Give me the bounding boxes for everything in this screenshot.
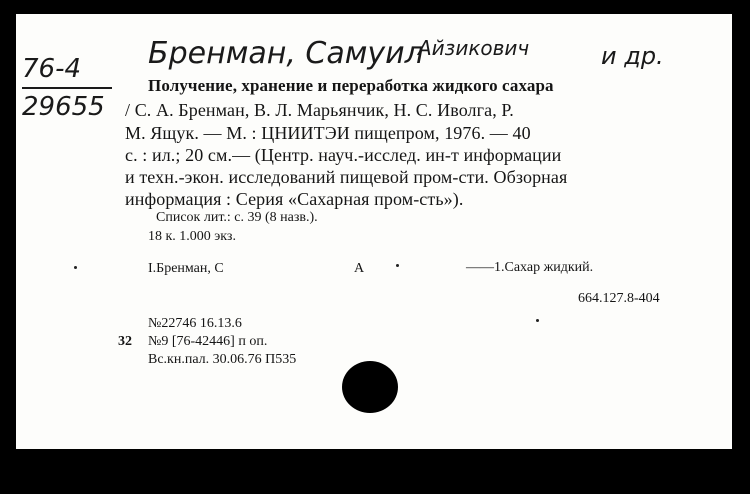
shelfmark-divider — [22, 87, 112, 89]
record-line-4: и техн.-экон. исследований пищевой пром-сти. Обзорная — [125, 167, 568, 187]
record-title: Получение, хранение и переработка жидкого сахара — [148, 76, 554, 95]
price-copies: 18 к. 1.000 экз. — [148, 229, 236, 244]
author-et-al: и др. — [601, 42, 664, 70]
shelfmark-top: 76-4 — [22, 54, 82, 84]
tracing-subject: ——1.Сахар жидкий. — [466, 260, 594, 275]
tracing-letter: А — [354, 261, 365, 276]
author-heading: Бренман, Самуил — [148, 36, 424, 71]
speck — [74, 266, 77, 269]
registry-line-3: Вс.кн.пал. 30.06.76 П535 — [148, 352, 297, 367]
record-line-5: информация : Серия «Сахарная пром-сть»). — [125, 189, 464, 209]
record-line-3: с. : ил.; 20 см.— (Центр. науч.-исслед. ин-т информации — [125, 145, 562, 165]
registry-line-1: №22746 16.13.6 — [148, 316, 242, 331]
shelfmark-bottom: 29655 — [22, 92, 105, 122]
tracing-author: I.Бренман, С — [148, 261, 224, 276]
author-patronymic: Айзикович — [418, 36, 530, 60]
record-line-2: М. Ящук. — М. : ЦНИИТЭИ пищепром, 1976. — 40 — [125, 123, 531, 143]
speck — [536, 319, 539, 322]
classification-number: 664.127.8-404 — [578, 291, 660, 306]
record-line-1: / С. А. Бренман, В. Л. Марьянчик, Н. С. Иволга, Р. — [125, 100, 514, 120]
registry-line-2: №9 [76-42446] п оп. — [148, 334, 268, 349]
bibliography-note: Список лит.: с. 39 (8 назв.). — [156, 210, 318, 225]
catalog-card — [16, 14, 732, 449]
speck — [396, 264, 399, 267]
punch-hole — [342, 361, 398, 413]
registry-side-number: 32 — [118, 334, 132, 349]
